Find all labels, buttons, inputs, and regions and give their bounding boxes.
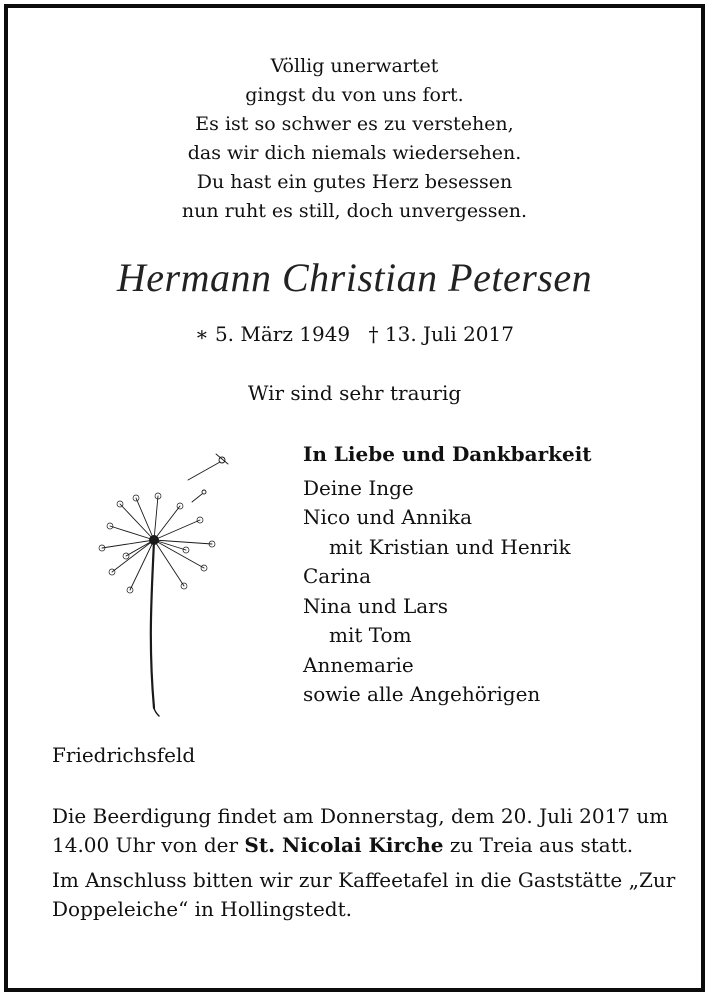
- deceased-name: Hermann Christian Petersen: [116, 255, 593, 300]
- family-line: Nico und Annika: [303, 505, 473, 529]
- poem-line: Du hast ein gutes Herz besessen: [196, 171, 513, 193]
- family-line: mit Tom: [329, 623, 412, 647]
- poem-line: gingst du von uns fort.: [245, 84, 464, 106]
- family-line: Annemarie: [303, 652, 414, 677]
- family-heading: In Liebe und Dankbarkeit: [303, 442, 592, 466]
- birth-date: ∗ 5. März 1949: [195, 322, 351, 346]
- funeral-text-part2: zu Treia aus statt.: [443, 833, 634, 857]
- family-line: Deine Inge: [303, 475, 414, 500]
- church-name: St. Nicolai Kirche: [244, 833, 444, 857]
- poem: [8, 52, 701, 226]
- poem-line: das wir dich niemals wiedersehen.: [187, 142, 522, 164]
- death-date: † 13. Juli 2017: [368, 322, 514, 346]
- place: Friedrichsfeld: [52, 743, 196, 767]
- poem-line: Es ist so schwer es zu verstehen,: [195, 113, 514, 135]
- funeral-info: [52, 802, 692, 930]
- life-dates: [8, 322, 701, 346]
- poem-line: Völlig unerwartet: [270, 55, 439, 77]
- family-section: [303, 440, 592, 710]
- obituary-notice: [4, 4, 705, 992]
- family-line: mit Kristian und Henrik: [329, 534, 571, 559]
- funeral-text-part1: Die Beerdigung findet am Donnerstag, dem 20. Juli 2017 um 14.00 Uhr von der: [52, 804, 669, 857]
- reception-text: Im Anschluss bitten wir zur Kaffeetafel in die Gaststätte „Zur Doppeleiche“ in Hollingstedt.: [52, 868, 676, 921]
- poem-line: nun ruht es still, doch unvergessen.: [181, 200, 528, 222]
- sad-line: Wir sind sehr traurig: [247, 381, 462, 405]
- family-line: Carina: [303, 564, 371, 588]
- dandelion-icon: [88, 440, 238, 720]
- funeral-text: [52, 802, 692, 860]
- family-line: Nina und Lars: [303, 593, 449, 618]
- family-line: sowie alle Angehörigen: [303, 682, 541, 706]
